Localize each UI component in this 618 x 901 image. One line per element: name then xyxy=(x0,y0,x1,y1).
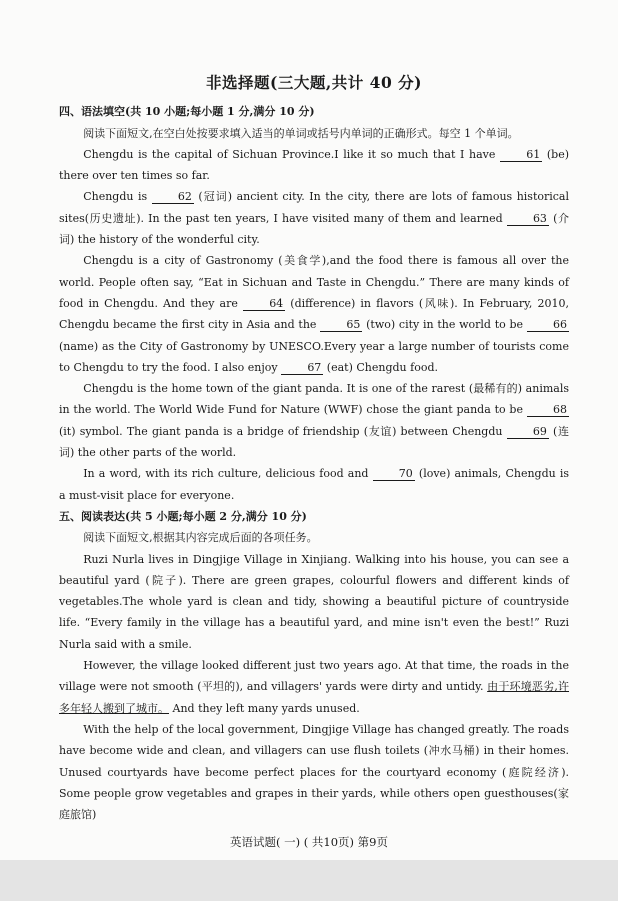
viewer-bottom-bar xyxy=(0,860,618,901)
blank-67[interactable]: 67 xyxy=(281,361,323,375)
s4-paragraph-4: Chengdu is the home town of the giant panda. It is one of the rarest (最稀有的) animals in the world. The World Wide Fund for Nature (WWF) chose the giant panda to be 68 (it) symbol. The giant panda is a bridge of friendship (友谊) between Chengdu 69 (连词) the other parts of the world. xyxy=(59,382,569,460)
blank-62[interactable]: 62 xyxy=(152,190,194,204)
s4-paragraph-2: Chengdu is 62 (冠词) ancient city. In the city, there are lots of famous historical sites(历史遗址). In the past ten years, I have visited many of them and learned 63 (介词) the history of the wonderful city. xyxy=(59,190,570,247)
blank-68[interactable]: 68 xyxy=(527,403,569,417)
blank-66[interactable]: 66 xyxy=(527,318,569,332)
s4-paragraph-5: In a word, with its rich culture, delicious food and 70 (love) animals, Chengdu is a must-visit place for everyone. xyxy=(59,467,569,502)
blank-70[interactable]: 70 xyxy=(373,467,415,481)
blank-63[interactable]: 63 xyxy=(507,212,549,226)
blank-65[interactable]: 65 xyxy=(320,318,362,332)
blank-69[interactable]: 69 xyxy=(507,425,549,439)
s5-paragraph-2: However, the village looked different just two years ago. At that time, the roads in the village were not smooth (平坦的), and villagers' yards were dirty and untidy. 由于环境恶劣,许多年轻人搬到了城市。 And they left many yards unused. xyxy=(59,659,570,715)
page-content xyxy=(59,72,569,825)
section4-heading: 四、语法填空(共 10 小题;每小题 1 分,满分 10 分) xyxy=(59,105,315,119)
blank-64[interactable]: 64 xyxy=(243,297,285,311)
s5-paragraph-3: With the help of the local government, Dingjige Village has changed greatly. The roads have become wide and clean, and villagers can use flush toilets (冲水马桶) in their homes. Unused courtyards have become perfect places for the courtyard economy (庭院经济). Some people grow vegetables and grapes in their yards, while others open guesthouses(家庭旅馆) xyxy=(59,722,569,822)
section5-instruction: 阅读下面短文,根据其内容完成后面的各项任务。 xyxy=(83,531,318,545)
s5-paragraph-1: Ruzi Nurla lives in Dingjige Village in Xinjiang. Walking into his house, you can see a beautiful yard (院子). There are green grapes, colourful flowers and different kinds of vegetables.The whole yard is clean and tidy, showing a beautiful picture of countryside life. “Every family in the village has a beautiful yard, and mine isn't even the best!” Ruzi Nurla said with a smile. xyxy=(59,552,569,651)
section4-instruction: 阅读下面短文,在空白处按要求填入适当的单词或括号内单词的正确形式。每空 1 个单词。 xyxy=(83,126,519,140)
blank-61[interactable]: 61 xyxy=(500,148,542,162)
s4-paragraph-1: Chengdu is the capital of Sichuan Province.I like it so much that I have 61 (be) there over ten times so far. xyxy=(59,147,569,183)
section5-heading: 五、阅读表达(共 5 小题;每小题 2 分,满分 10 分) xyxy=(59,509,307,523)
page-title: 非选择题(三大题,共计 40 分) xyxy=(206,73,422,92)
underlined-sentence: 由于环境恶劣,许多年轻人搬到了城市。 xyxy=(59,680,570,715)
s4-paragraph-3: Chengdu is a city of Gastronomy (美食学),and the food there is famous all over the world. People often say, “Eat in Sichuan and Taste in Chengdu.” There are many kinds of food in Chengdu. And they are 64 (difference) in flavors (风味). In February, 2010, Chengdu became the first city in Asia and the 65 (two) city in the world to be 66 (name) as the City of Gastronomy by UNESCO.Every year a large number of tourists come to Chengdu to try the food. I also enjoy 67 (eat) Chengdu food. xyxy=(59,254,569,374)
page-footer: 英语试题( 一) ( 共10页) 第9页 xyxy=(229,835,389,849)
